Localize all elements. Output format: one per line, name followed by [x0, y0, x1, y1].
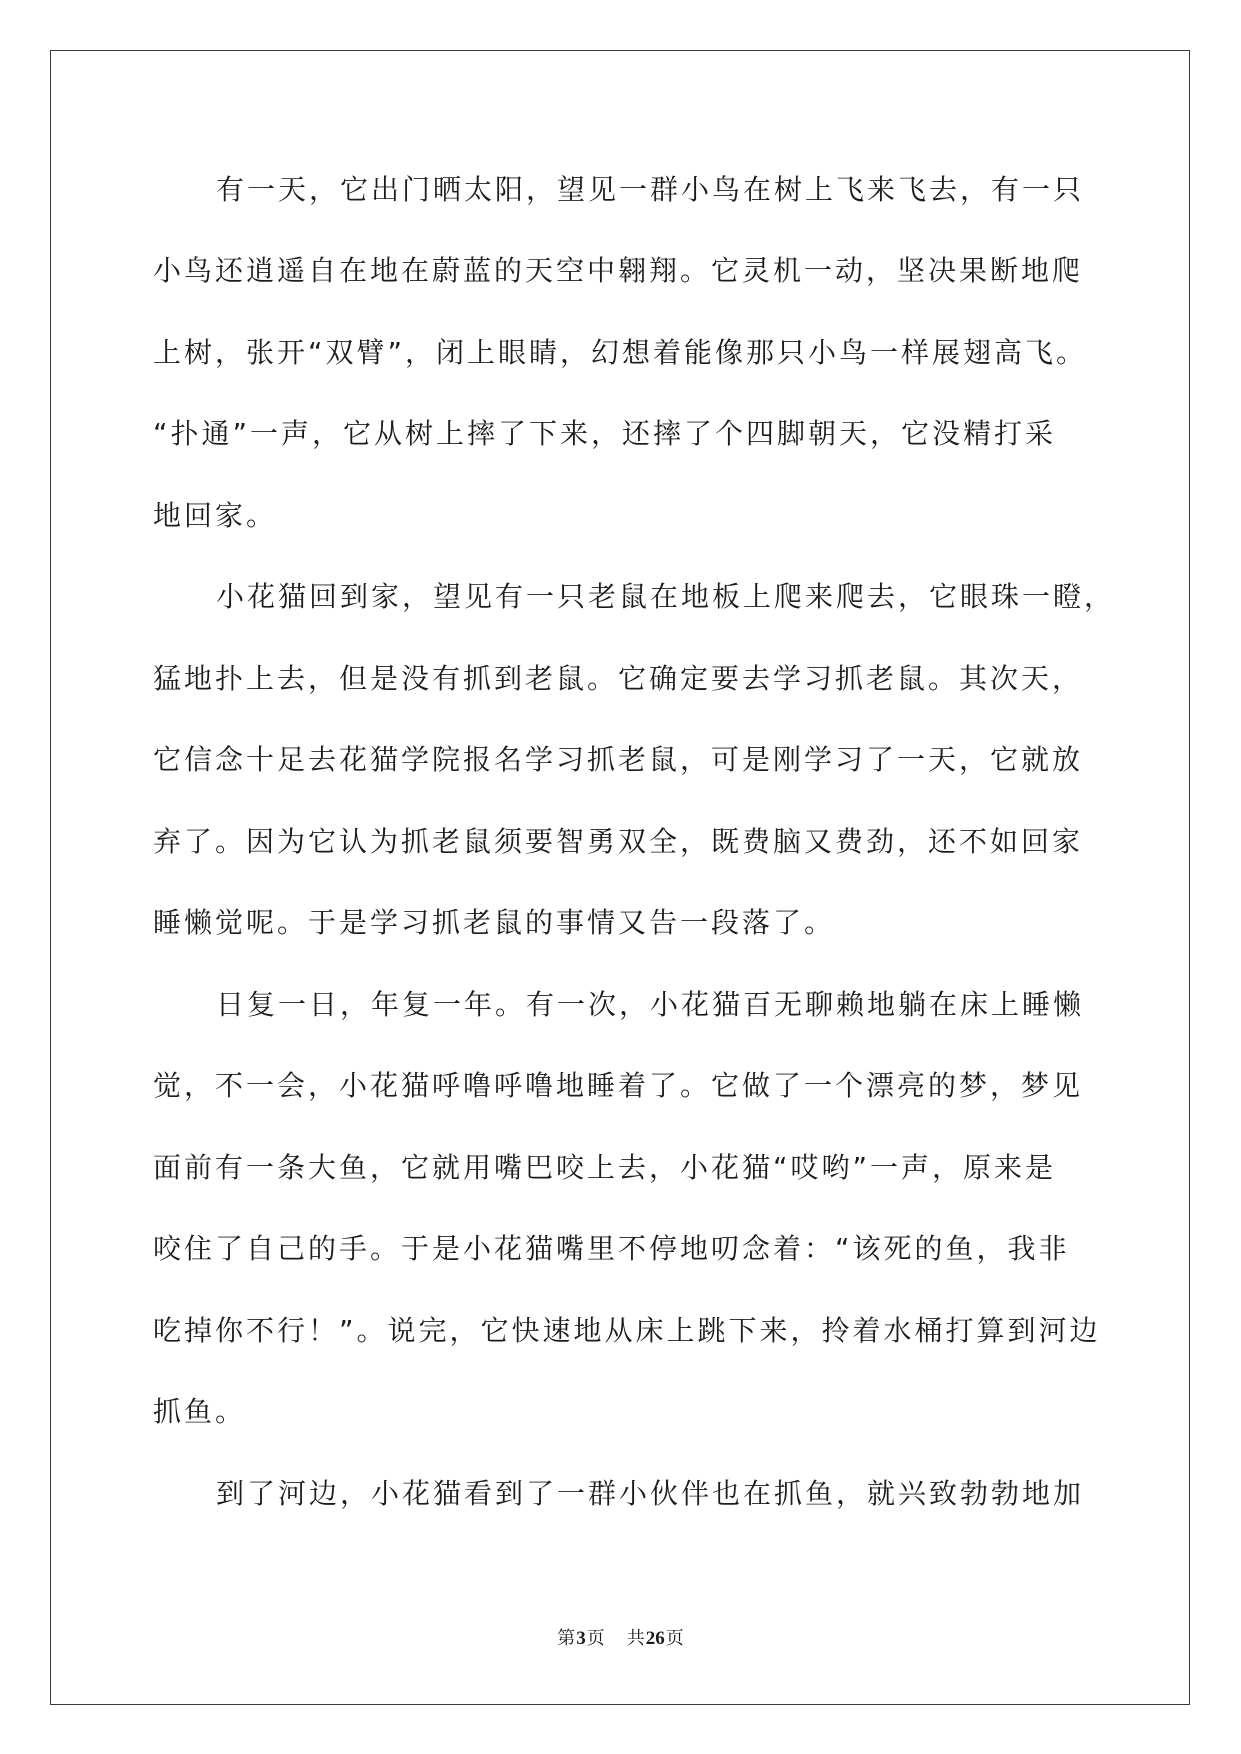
text-line: 面前有一条大鱼，它就用嘴巴咬上去，小花猫“哎哟”一声，原来是 [153, 1151, 1057, 1184]
page-prefix: 第 [557, 1628, 576, 1649]
text-line: 抓鱼。 [153, 1395, 247, 1428]
text-line: 猛地扑上去，但是没有抓到老鼠。它确定要去学习抓老鼠。其次天， [153, 662, 1084, 695]
text-line: 小鸟还逍遥自在地在蔚蓝的天空中翱翔。它灵机一动，坚决果断地爬 [153, 254, 1084, 287]
text-line: 有一天，它出门晒太阳，望见一群小鸟在树上飞来飞去，有一只 [216, 173, 1085, 206]
text-line: 吃掉你不行！”。说完，它快速地从床上跳下来，拎着水桶打算到河边 [153, 1314, 1101, 1347]
text-line: 小花猫回到家，望见有一只老鼠在地板上爬来爬去，它眼珠一瞪， [216, 580, 1116, 613]
text-line: 它信念十足去花猫学院报名学习抓老鼠，可是刚学习了一天，它就放 [153, 743, 1084, 776]
total-prefix: 共 [626, 1628, 645, 1649]
text-line: 睡懒觉呢。于是学习抓老鼠的事情又告一段落了。 [153, 906, 836, 939]
text-line: 地回家。 [153, 499, 278, 532]
text-line: 上树，张开“双臂”，闭上眼睛，幻想着能像那只小鸟一样展翅高飞。 [153, 336, 1088, 369]
page-border [50, 50, 1190, 1705]
text-line: 咬住了自己的手。于是小花猫嘴里不停地叨念着：“该死的鱼，我非 [153, 1232, 1070, 1265]
text-line: 弃了。因为它认为抓老鼠须要智勇双全，既费脑又费劲，还不如回家 [153, 825, 1084, 858]
text-line: 到了河边，小花猫看到了一群小伙伴也在抓鱼，就兴致勃勃地加 [216, 1477, 1085, 1510]
text-line: 觉，不一会，小花猫呼噜呼噜地睡着了。它做了一个漂亮的梦，梦见 [153, 1069, 1084, 1102]
page-footer [0, 1626, 1241, 1652]
total-suffix: 页 [665, 1628, 684, 1649]
text-line: “扑通”一声，它从树上摔了下来，还摔了个四脚朝天，它没精打采 [153, 417, 1057, 450]
total-pages: 26 [645, 1628, 665, 1649]
page-suffix: 页 [586, 1628, 605, 1649]
page-number: 3 [576, 1628, 586, 1649]
text-line: 日复一日，年复一年。有一次，小花猫百无聊赖地躺在床上睡懒 [216, 988, 1085, 1021]
